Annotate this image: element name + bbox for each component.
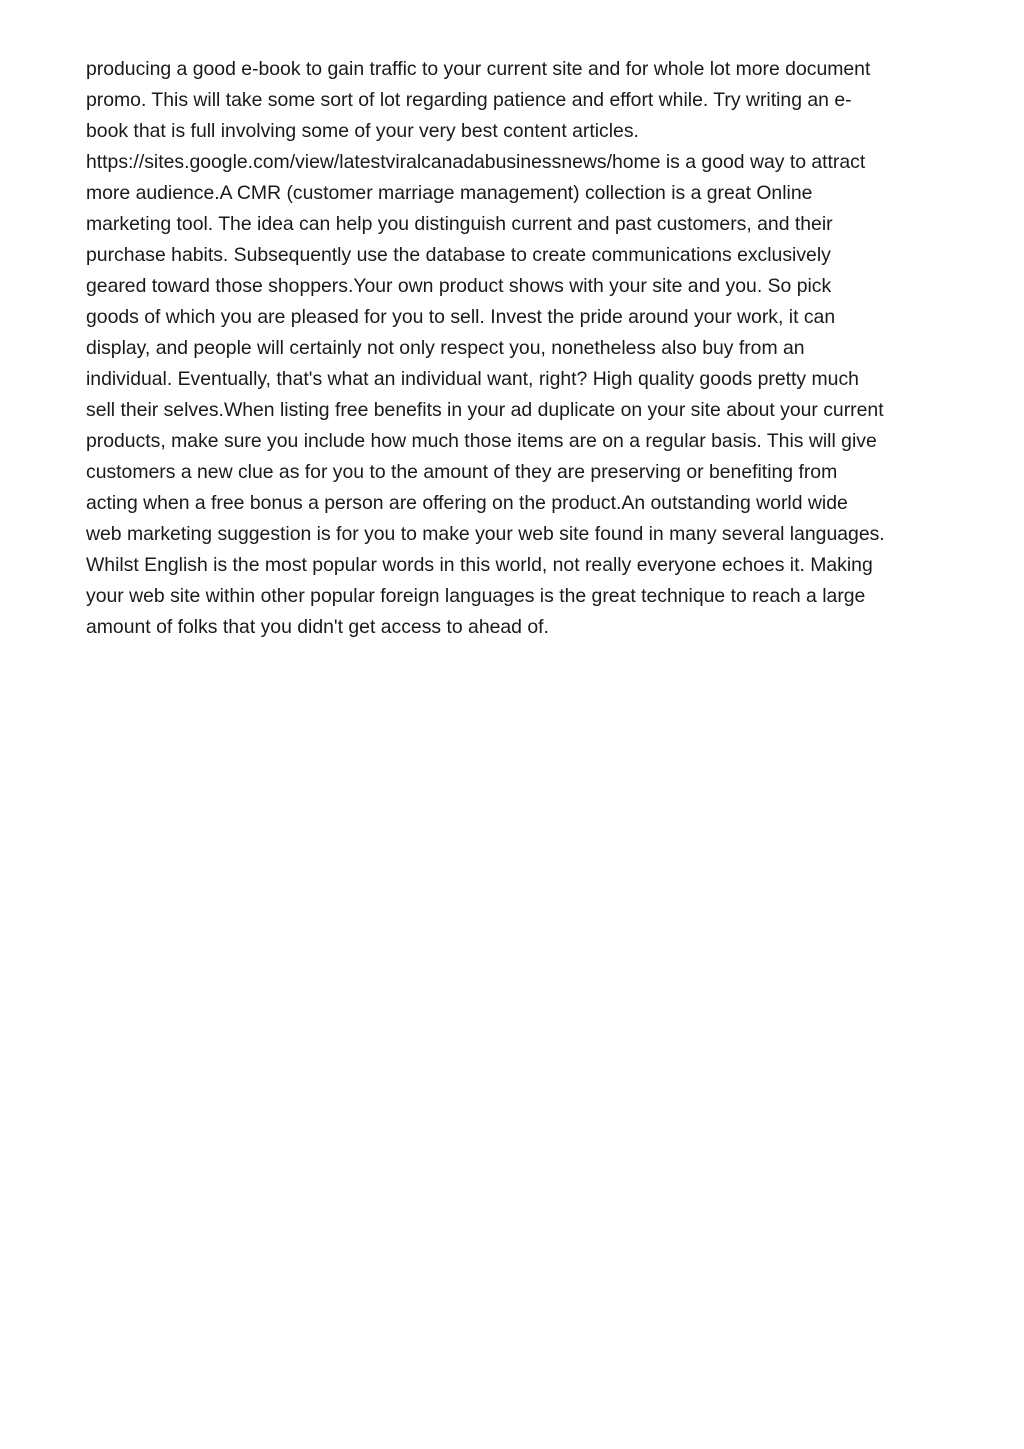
text-line-url: https://sites.google.com/view/latestviralcanadabusinessnews/home is a good way to attract <box>86 151 866 173</box>
text-line: display, and people will certainly not only respect you, nonetheless also buy from an <box>86 337 805 359</box>
text-line: sell their selves.When listing free benefits in your ad duplicate on your site about your current <box>86 399 884 421</box>
body-paragraph <box>86 54 956 643</box>
text-line: purchase habits. Subsequently use the database to create communications exclusively <box>86 244 831 266</box>
text-line: individual. Eventually, that's what an individual want, right? High quality goods pretty much <box>86 368 859 390</box>
text-line: book that is full involving some of your very best content articles. <box>86 120 639 142</box>
text-line: more audience.A CMR (customer marriage management) collection is a great Online <box>86 182 813 204</box>
text-line: customers a new clue as for you to the amount of they are preserving or benefiting from <box>86 461 838 483</box>
text-line: goods of which you are pleased for you to sell. Invest the pride around your work, it can <box>86 306 836 328</box>
text-line: producing a good e-book to gain traffic to your current site and for whole lot more document <box>86 58 871 80</box>
text-line: marketing tool. The idea can help you distinguish current and past customers, and their <box>86 213 833 235</box>
text-line: amount of folks that you didn't get access to ahead of. <box>86 616 549 638</box>
text-line: geared toward those shoppers.Your own product shows with your site and you. So pick <box>86 275 832 297</box>
text-line: your web site within other popular foreign languages is the great technique to reach a large <box>86 585 866 607</box>
text-line: acting when a free bonus a person are offering on the product.An outstanding world wide <box>86 492 848 514</box>
text-line: products, make sure you include how much those items are on a regular basis. This will give <box>86 430 877 452</box>
text-line: Whilst English is the most popular words in this world, not really everyone echoes it. Making <box>86 554 873 576</box>
text-line: web marketing suggestion is for you to make your web site found in many several languages. <box>86 523 885 545</box>
text-line: promo. This will take some sort of lot regarding patience and effort while. Try writing an e- <box>86 89 852 111</box>
